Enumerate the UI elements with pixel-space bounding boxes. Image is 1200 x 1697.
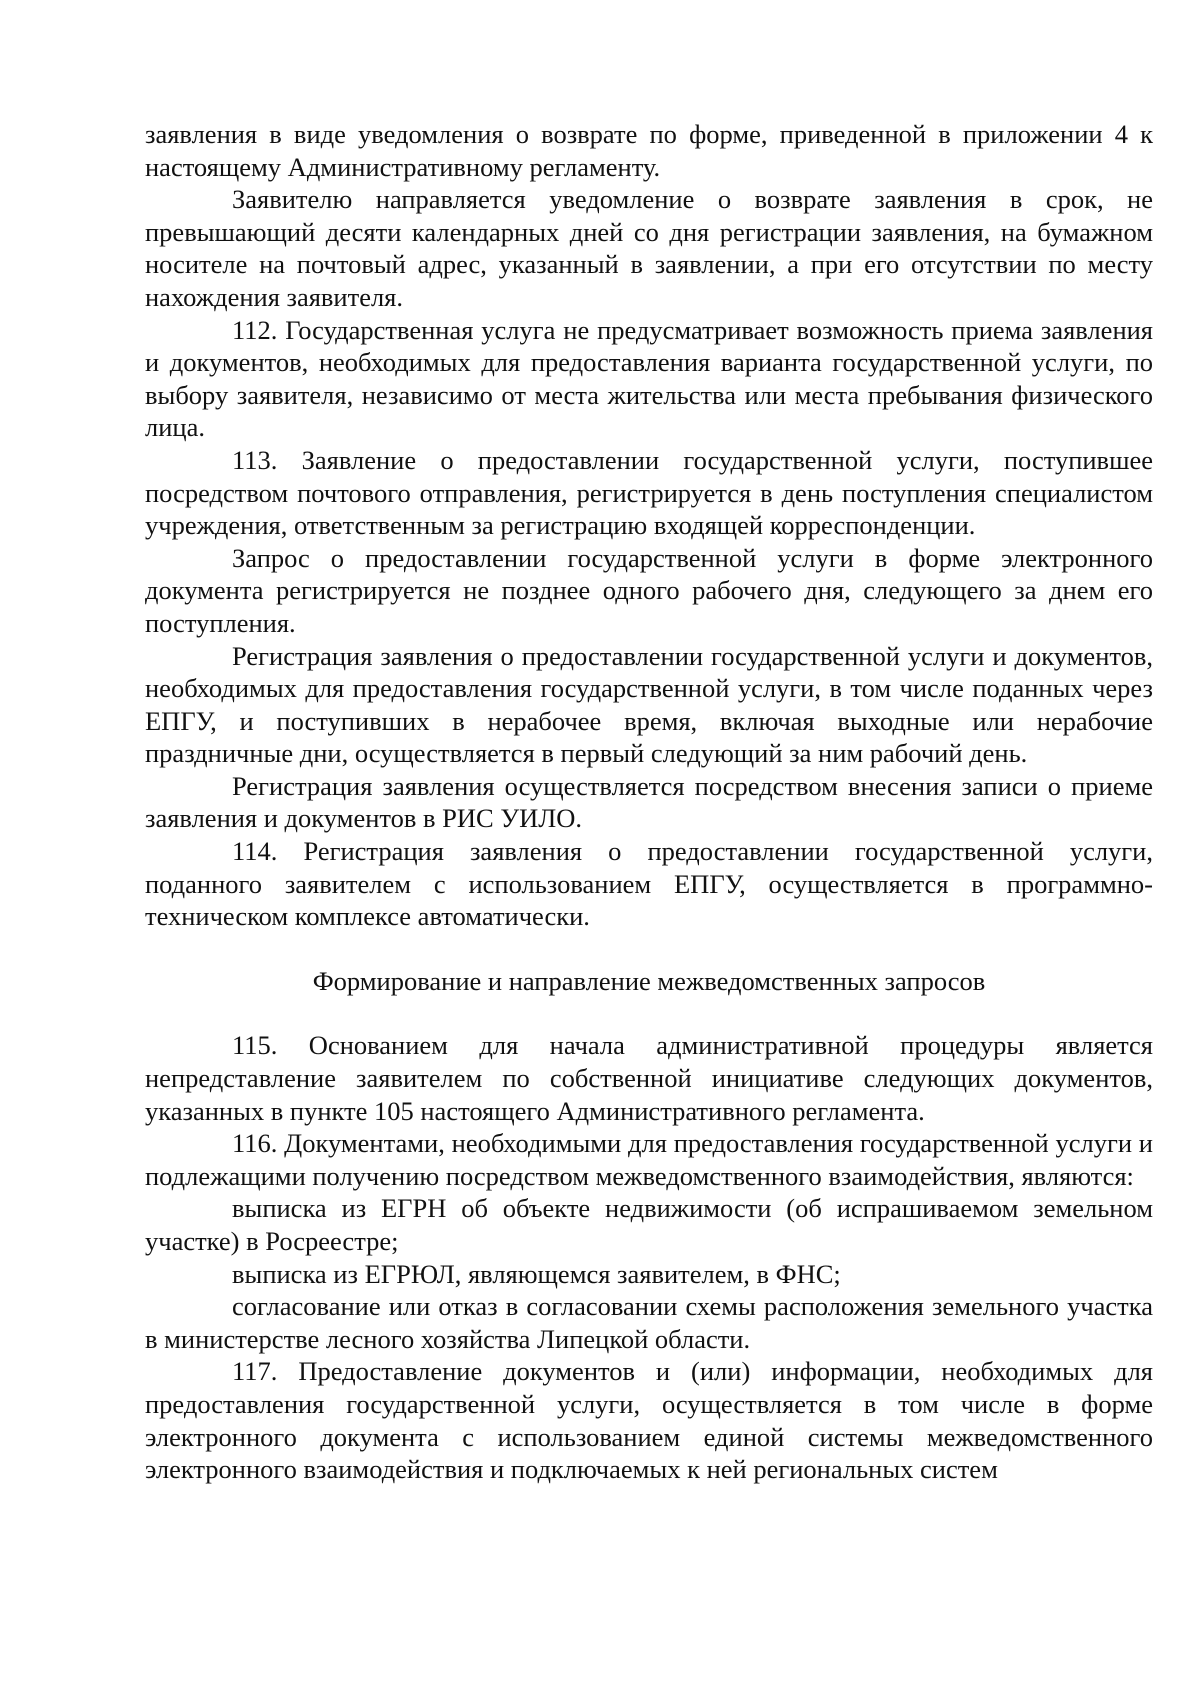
- document-body: [145, 118, 1153, 1486]
- list-item-egrn: выписка из ЕГРН об объекте недвижимости (об испрашиваемом земельном участке) в Росреестре;: [145, 1193, 1153, 1256]
- paragraph-return-notice: Заявителю направляется уведомление о возврате заявления в срок, не превышающий десяти календарных дней со дня регистрации заявления, на бумажном носителе на почтовый адрес, указанный в заявлении, а при его отсутствии по месту нахождения заявителя.: [145, 184, 1153, 312]
- paragraph-continuation: заявления в виде уведомления о возврате по форме, приведенной в приложении 4 к настоящему Административному регламенту.: [145, 119, 1153, 182]
- paragraph-electronic-request: Запрос о предоставлении государственной услуги в форме электронного документа регистрируется не позднее одного рабочего дня, следующего за днем его поступления.: [145, 542, 1153, 638]
- paragraph-116: 116. Документами, необходимыми для предоставления государственной услуги и подлежащими получению посредством межведомственного взаимодействия, являются:: [145, 1128, 1153, 1191]
- paragraph-115: 115. Основанием для начала административной процедуры является непредставление заявителем по собственной инициативе следующих документов, указанных в пункте 105 настоящего Административного регламента.: [145, 1030, 1153, 1126]
- paragraph-113: 113. Заявление о предоставлении государственной услуги, поступившее посредством почтового отправления, регистрируется в день поступления специалистом учреждения, ответственным за регистрацию входящей корреспонденции.: [145, 444, 1153, 541]
- paragraph-114: 114. Регистрация заявления о предоставлении государственной услуги, поданного заявителем с использованием ЕПГУ, осуществляется в программно-техническом комплексе автоматически.: [145, 836, 1153, 932]
- list-item-egrul: выписка из ЕГРЮЛ, являющемся заявителем, в ФНС;: [232, 1258, 841, 1289]
- paragraph-registration-epgu: Регистрация заявления о предоставлении государственной услуги и документов, необходимых для предоставления государственной услуги, в том числе поданных через ЕПГУ, и поступивших в нерабочее время, включая выходные или нерабочие праздничные дни, осуществляется в первый следующий за ним рабочий день.: [145, 640, 1153, 769]
- paragraph-117: 117. Предоставление документов и (или) информации, необходимых для предоставления государственной услуги, осуществляется в том числе в форме электронного документа с использованием единой системы межведомственного электронного взаимодействия и подключаемых к ней региональных систем: [145, 1356, 1153, 1485]
- list-item-forestry: согласование или отказ в согласовании схемы расположения земельного участка в министерстве лесного хозяйства Липецкой области.: [145, 1291, 1153, 1354]
- paragraph-registration-ris: Регистрация заявления осуществляется посредством внесения записи о приеме заявления и документов в РИС УИЛО.: [145, 770, 1153, 834]
- paragraph-112: 112. Государственная услуга не предусматривает возможность приема заявления и документов, необходимых для предоставления варианта государственной услуги, по выбору заявителя, независимо от места жительства или места пребывания физического лица.: [145, 314, 1153, 443]
- section-heading: Формирование и направление межведомственных запросов: [312, 965, 986, 996]
